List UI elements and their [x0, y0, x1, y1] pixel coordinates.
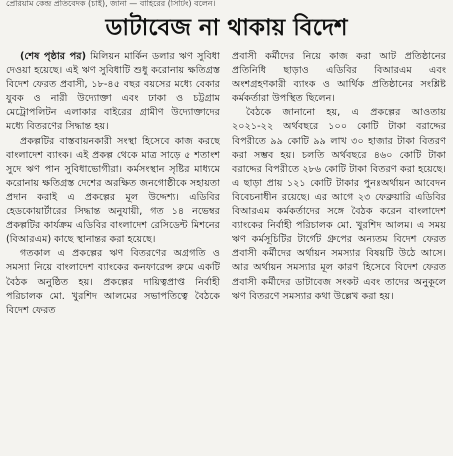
paragraph — [6, 50, 220, 135]
cut-off-preceding-line: প্রেরিয়াম কেন্দ্র প্রতিবেদক (চাই), জানা — বাহিরের (সিটিং) বলেন। — [6, 0, 216, 8]
paragraph-text: মিলিয়ন মার্কিন ডলার ঋণ সুবিধা দেওয়া হয়েছে। এই ঋণ সুবিধাটি শুধু করোনায় ক্ষতিগ্রস্ত বিদেশ ফেরত প্রবাসী, ১৮-৪৫ বছর বয়সের মধ্যে বেকার যুবক ও নারী উদ্যোক্তা এবং ঢাকা ও চট্টগ্রাম মেট্রোপলিটন এলাকার বাইরের গ্রামীণ উদ্যোক্তাদের মধ্যে বিতরণের সিদ্ধান্ত হয়। — [6, 51, 220, 133]
paragraph: প্রবাসী কর্মীদের নিয়ে কাজ করা আট প্রতিষ্ঠানের প্রতিনিধি ছাড়াও এডিবির বিআরএম এবং অংশগ্রহণকারী ব্যাংক ও আর্থিক প্রতিষ্ঠানের সংশ্লিষ্ট কর্মকর্তারা উপস্থিত ছিলেন। — [232, 51, 446, 105]
paragraph: গতকাল এ প্রকল্পের ঋণ বিতরণের অগ্রগতি ও সমস্যা নিয়ে বাংলাদেশ ব্যাংকের কনফারেন্স রুমে একটি বৈঠক অনুষ্ঠিত হয়। প্রকল্পের দায়িত্বপ্রাপ্ত নির্বাহী পরিচালক মো. খুরশিদ আলমের সভাপতিত্বে বৈঠকে বিদেশ ফেরত — [6, 248, 220, 316]
article-column-left — [6, 50, 220, 454]
paragraph: বৈঠকে জানানো হয়, এ প্রকল্পের আওতায় ২০২১-২২ অর্থবছরে ১০০ কোটি টাকা বরাদ্দের বিপরীতে ৯৯ কোটি ৯৯ লাখ ৩০ হাজার টাকা বিতরণ করা সম্ভব হয়। চলতি অর্থবছরে ৪৬০ কোটি টাকা বরাদ্দের বিপরীতে ২৮৬ কোটি টাকা বিতরণ করা হয়েছে। এ ছাড়া প্রায় ১২১ কোটি টাকার পুনঃঅর্থায়ন আবেদন বিবেচনাধীন রয়েছে। এর আগে ২৩ ফেব্রুয়ারি এডিবির বিআরএম কর্মকর্তাদের সঙ্গে বৈঠক করেন বাংলাদেশ ব্যাংকের নির্বাহী পরিচালক মো. খুরশিদ আলম। এ সময় ঋণ কর্মসূচিটির টার্গেট গ্রুপের অন্যতম বিদেশ ফেরত প্রবাসী কর্মীদের অর্থায়ন সমস্যার বিষয়টি উঠে আসে। আর অর্থায়ন সমস্যার মূল কারণ হিসেবে বিদেশ ফেরত প্রবাসী কর্মীদের ডাটাবেজ সংকট এবং তাদের অনুকূলে ঋণ বিতরণে সমস্যার কথা উল্লেখ করা হয়। — [232, 107, 446, 302]
paragraph: প্রকল্পটির বাস্তবায়নকারী সংস্থা হিসেবে কাজ করছে বাংলাদেশ ব্যাংক। এই প্রকল্প থেকে মাত্র সাড়ে ৫ শতাংশ সুদে ঋণ পান সুবিধাভোগীরা। কর্মসংস্থান সৃষ্টির মাধ্যমে করোনায় ক্ষতিগ্রস্ত দেশের অরক্ষিত জনগোষ্ঠীকে সহায়তা প্রদান করাই এ প্রকল্পের মূল উদ্দেশ্য। এডিবির হেডকোয়ার্টারের সিদ্ধান্ত অনুযায়ী, গত ১৪ নভেম্বর প্রকল্পটির কার্যক্রম এডিবির বাংলাদেশ রেসিডেন্ট মিশনের (বিআরএম) কাছে স্থানান্তর করা হয়েছে। — [6, 135, 220, 246]
headline: ডাটাবেজ না থাকায় বিদেশ — [105, 15, 348, 41]
continued-note: (শেষ পৃষ্ঠার পর) — [20, 51, 87, 62]
article-column-right — [232, 50, 446, 454]
